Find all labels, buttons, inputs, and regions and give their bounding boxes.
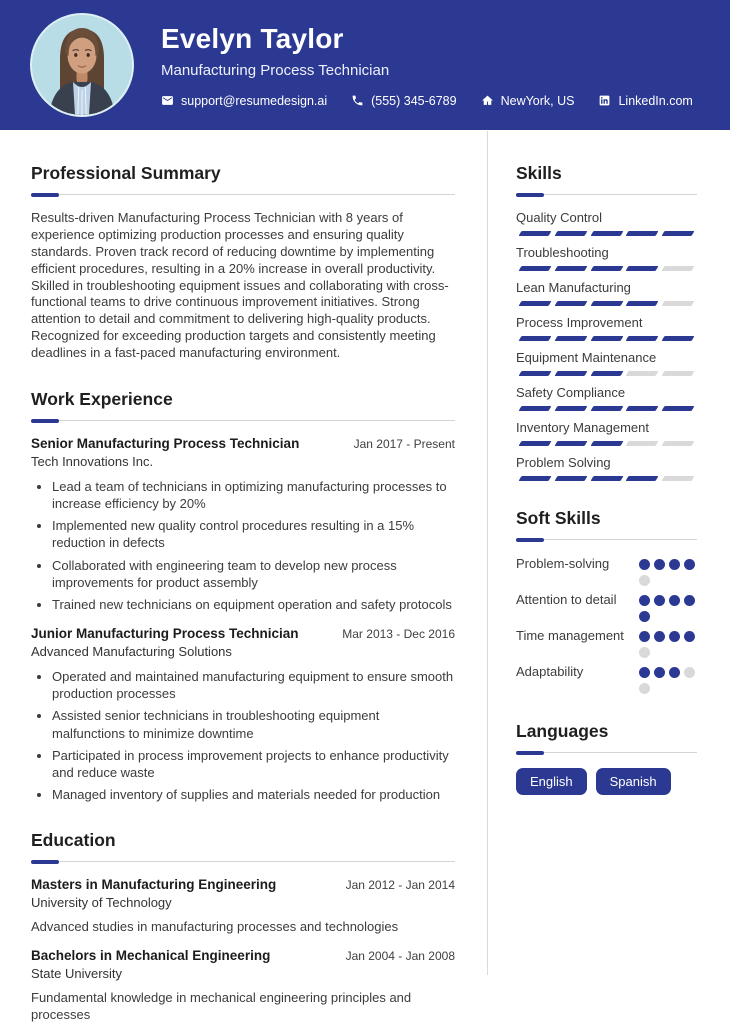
skill-segment-filled (626, 476, 659, 481)
skill-segment-filled (554, 336, 587, 341)
skill-item (516, 280, 697, 306)
soft-skill-dot-filled (639, 631, 650, 642)
job-bullet: • Managed inventory of supplies and materials needed for production (52, 786, 455, 803)
skill-level-bar (516, 406, 697, 411)
skill-name: Troubleshooting (516, 245, 609, 260)
soft-skills-heading: Soft Skills (516, 508, 697, 540)
soft-skill-name: Problem-solving (516, 556, 610, 571)
skill-name: Problem Solving (516, 455, 611, 470)
skill-item (516, 455, 697, 481)
skill-segment-empty (626, 441, 659, 446)
skill-segment-filled (519, 476, 552, 481)
contact-item[interactable] (161, 94, 327, 108)
skill-segment-filled (626, 266, 659, 271)
languages-section (516, 721, 697, 795)
skill-item (516, 420, 697, 446)
job-title: Junior Manufacturing Process Technician (31, 626, 299, 642)
skill-segment-filled (662, 336, 695, 341)
degree-title: Masters in Manufacturing Engineering (31, 877, 277, 893)
experience-section (31, 389, 455, 803)
soft-skill-dot-filled (669, 667, 680, 678)
skill-segment-empty (626, 371, 659, 376)
skill-segment-filled (662, 406, 695, 411)
contact-text: NewYork, US (500, 93, 575, 108)
job-company: Advanced Manufacturing Solutions (31, 644, 232, 660)
job-bullet: • Implemented new quality control procedures resulting in a 15% reduction in defects (52, 517, 455, 551)
person-title: Manufacturing Process Technician (161, 61, 390, 79)
language-badge: Spanish (596, 768, 671, 795)
skill-item (516, 315, 697, 341)
soft-skill-item (516, 663, 697, 694)
skill-segment-empty (662, 301, 695, 306)
language-list (516, 768, 697, 795)
skill-name: Process Improvement (516, 315, 643, 330)
skill-name: Inventory Management (516, 420, 649, 435)
contact-row (161, 94, 693, 108)
skill-segment-filled (590, 336, 623, 341)
soft-skill-item (516, 555, 697, 586)
skill-segment-filled (519, 371, 552, 376)
skill-segment-filled (554, 301, 587, 306)
soft-skill-name: Attention to detail (516, 592, 617, 607)
profile-photo (30, 13, 134, 117)
resume-header (0, 0, 730, 130)
degree-dates: Jan 2012 - Jan 2014 (345, 878, 455, 893)
skill-segment-filled (554, 406, 587, 411)
home-icon (481, 94, 494, 107)
skill-segment-filled (590, 441, 623, 446)
degree-description: Advanced studies in manufacturing processes and technologies (31, 919, 399, 935)
degree-school: University of Technology (31, 895, 172, 911)
soft-skill-dot-filled (684, 631, 695, 642)
skill-segment-filled (590, 301, 623, 306)
job-list (31, 436, 455, 803)
soft-skill-dot-filled (669, 559, 680, 570)
skill-segment-filled (554, 231, 587, 236)
skill-level-bar (516, 441, 697, 446)
soft-skill-dot-empty (639, 647, 650, 658)
soft-skill-dots (639, 591, 697, 622)
sidebar-column (516, 163, 697, 1024)
job-bullet-list (31, 478, 455, 613)
soft-skill-dot-empty (684, 667, 695, 678)
linkedin-icon (598, 94, 611, 107)
soft-skill-name: Time management (516, 628, 624, 643)
email-icon (161, 94, 174, 107)
soft-skill-list (516, 555, 697, 694)
skill-segment-empty (662, 476, 695, 481)
soft-skill-dots (639, 555, 697, 586)
resume-body (0, 130, 730, 1024)
job-bullet: • Assisted senior technicians in troubleshooting equipment malfunctions to minimize downtime (52, 707, 455, 741)
soft-skill-dot-filled (654, 559, 665, 570)
skill-segment-empty (662, 371, 695, 376)
skill-segment-filled (626, 231, 659, 236)
contact-item[interactable] (598, 94, 692, 108)
skill-segment-filled (590, 476, 623, 481)
degree-list (31, 877, 455, 1024)
skill-segment-filled (590, 266, 623, 271)
contact-item[interactable] (351, 94, 456, 108)
skill-level-bar (516, 371, 697, 376)
soft-skill-dot-empty (639, 683, 650, 694)
soft-skill-dots (639, 663, 697, 694)
job-entry (31, 626, 455, 803)
soft-skill-dot-filled (639, 595, 650, 606)
skills-section (516, 163, 697, 481)
degree-title: Bachelors in Mechanical Engineering (31, 948, 271, 964)
skill-list (516, 210, 697, 481)
skill-item (516, 210, 697, 236)
skill-segment-filled (662, 231, 695, 236)
skill-name: Equipment Maintenance (516, 350, 657, 365)
skill-name: Lean Manufacturing (516, 280, 631, 295)
soft-skill-dot-filled (684, 559, 695, 570)
skill-segment-filled (554, 266, 587, 271)
degree-header (31, 948, 455, 963)
soft-skill-item (516, 627, 697, 658)
summary-heading: Professional Summary (31, 163, 455, 195)
soft-skill-dots (639, 627, 697, 658)
avatar-illustration (32, 15, 132, 115)
job-bullet: • Operated and maintained manufacturing equipment to ensure smooth production processes (52, 668, 455, 702)
skill-item (516, 350, 697, 376)
soft-skill-dot-filled (639, 611, 650, 622)
degree-school: State University (31, 966, 123, 982)
contact-item[interactable] (481, 94, 575, 108)
soft-skill-dot-filled (684, 595, 695, 606)
main-column (31, 163, 455, 1024)
job-bullet: • Trained new technicians on equipment operation and safety protocols (52, 596, 455, 613)
job-company: Tech Innovations Inc. (31, 454, 154, 470)
education-heading: Education (31, 830, 455, 862)
job-bullet: • Lead a team of technicians in optimizing manufacturing processes to increase efficiency by 20% (52, 478, 455, 512)
summary-section (31, 163, 455, 362)
contact-text: (555) 345-6789 (371, 93, 457, 108)
job-title: Senior Manufacturing Process Technician (31, 436, 300, 452)
job-dates: Mar 2013 - Dec 2016 (342, 627, 455, 642)
skill-level-bar (516, 476, 697, 481)
job-header (31, 626, 455, 641)
job-header (31, 436, 455, 451)
degree-entry (31, 948, 455, 1024)
skill-name: Quality Control (516, 210, 602, 225)
skill-segment-filled (590, 406, 623, 411)
column-divider (487, 131, 488, 975)
soft-skill-dot-filled (654, 595, 665, 606)
degree-entry (31, 877, 455, 936)
skill-segment-filled (519, 441, 552, 446)
soft-skill-dot-empty (639, 575, 650, 586)
skill-segment-filled (519, 266, 552, 271)
skill-item (516, 245, 697, 271)
education-section (31, 830, 455, 1024)
skill-segment-filled (590, 371, 623, 376)
soft-skill-dot-filled (654, 631, 665, 642)
skills-heading: Skills (516, 163, 697, 195)
languages-heading: Languages (516, 721, 697, 753)
soft-skill-dot-filled (639, 559, 650, 570)
contact-text: LinkedIn.com (618, 93, 693, 108)
skill-segment-filled (519, 336, 552, 341)
degree-dates: Jan 2004 - Jan 2008 (345, 949, 455, 964)
skill-level-bar (516, 301, 697, 306)
contact-text: support@resumedesign.ai (181, 93, 328, 108)
soft-skill-name: Adaptability (516, 664, 584, 679)
skill-name: Safety Compliance (516, 385, 626, 400)
skill-segment-filled (519, 406, 552, 411)
skill-segment-filled (554, 476, 587, 481)
person-name: Evelyn Taylor (161, 22, 344, 54)
soft-skill-dot-filled (654, 667, 665, 678)
soft-skill-item (516, 591, 697, 622)
skill-segment-filled (519, 301, 552, 306)
skill-segment-filled (626, 301, 659, 306)
skill-level-bar (516, 231, 697, 236)
phone-icon (351, 94, 364, 107)
skill-segment-filled (590, 231, 623, 236)
job-bullet: • Participated in process improvement projects to enhance productivity and reduce waste (52, 747, 455, 781)
job-bullet-list (31, 668, 455, 803)
skill-segment-filled (519, 231, 552, 236)
skill-segment-filled (626, 406, 659, 411)
job-entry (31, 436, 455, 613)
skill-segment-empty (662, 266, 695, 271)
skill-item (516, 385, 697, 411)
skill-segment-filled (626, 336, 659, 341)
soft-skill-dot-filled (669, 631, 680, 642)
soft-skill-dot-filled (669, 595, 680, 606)
language-badge: English (516, 768, 587, 795)
skill-segment-filled (554, 441, 587, 446)
summary-text: Results-driven Manufacturing Process Technician with 8 years of experience optimizing production processes and ensuring quality standards. Proven track record of reducing downtime by implementing efficient procedures, resulting in a 20% increase in overall productivity. Skilled in troubleshooting equipment issues and collaborating with cross-functional teams to drive continuous improvement initiatives. Strong attention to detail and commitment to delivering high-quality products. Recognized for exceeding production targets and consistently meeting deadlines in a fast-paced manufacturing environment. (31, 210, 449, 361)
degree-header (31, 877, 455, 892)
soft-skill-dot-filled (639, 667, 650, 678)
skill-level-bar (516, 266, 697, 271)
soft-skills-section (516, 508, 697, 694)
degree-description: Fundamental knowledge in mechanical engineering principles and processes (31, 990, 412, 1022)
skill-segment-filled (554, 371, 587, 376)
job-bullet: • Collaborated with engineering team to develop new process improvements for product assembly (52, 557, 455, 591)
experience-heading: Work Experience (31, 389, 455, 421)
skill-segment-empty (662, 441, 695, 446)
job-dates: Jan 2017 - Present (353, 437, 455, 452)
skill-level-bar (516, 336, 697, 341)
